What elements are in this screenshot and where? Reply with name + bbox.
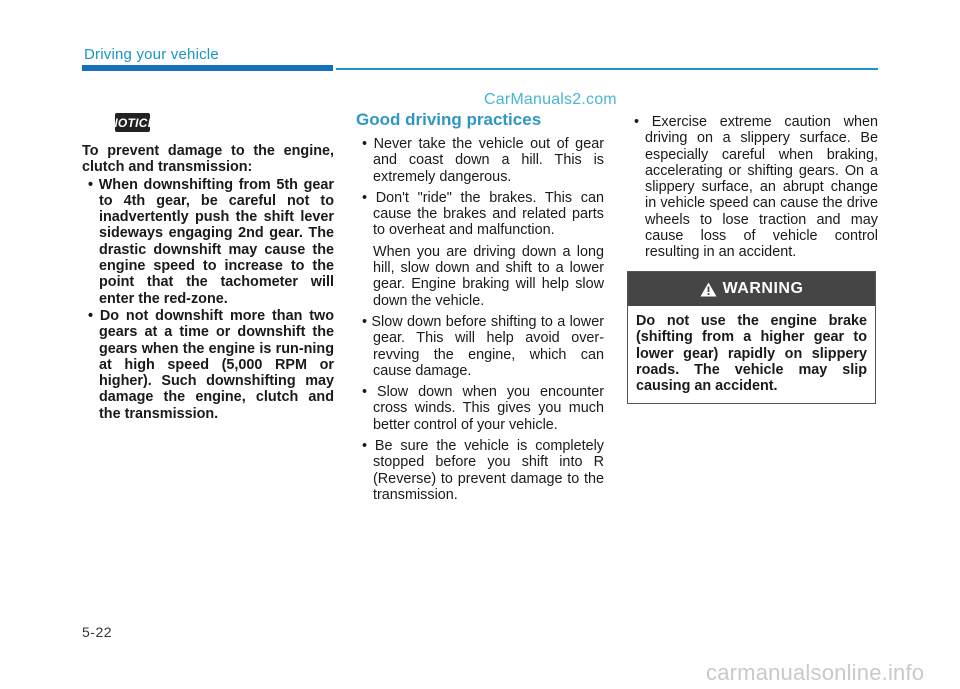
watermark-bottom[interactable]: carmanualsonline.info — [706, 660, 925, 685]
header-rule-thin — [336, 68, 878, 70]
warning-header — [628, 272, 875, 306]
watermark-top[interactable]: CarManuals2.com — [484, 91, 617, 108]
page-number: 5-22 — [82, 624, 113, 640]
warning-label: WARNING — [722, 280, 804, 297]
notice-item: • When downshifting from 5th gear to 4th gear, be careful not to inadvertently push the shift lever sideways engaging 2nd gear. The drastic downshift may cause the engine speed to increase to the point that the tachometer will enter the red-zone. — [88, 176, 334, 307]
list-item: • Slow down before shifting to a lower gear. This will help avoid over-revving the engine, which can cause damage. — [362, 313, 604, 379]
right-column — [628, 114, 878, 261]
list-item-subparagraph: When you are driving down a long hill, slow down and shift to a lower gear. Engine braking will help slow down the vehicle. — [373, 243, 604, 309]
list-item: • Slow down when you encounter cross winds. This gives you much better control of your vehicle. — [362, 384, 604, 433]
section-title: Driving your vehicle — [84, 46, 219, 63]
warning-box — [627, 271, 876, 404]
good-driving-heading: Good driving practices — [356, 110, 542, 129]
list-item: • Never take the vehicle out of gear and coast down a hill. This is extremely dangerous. — [362, 136, 604, 185]
warning-triangle-icon — [700, 282, 717, 297]
notice-item: • Do not downshift more than two gears at a time or downshift the gears when the engine is run-ning at high speed (5,000 RPM or higher). Such downshifting may damage the engine, clutch and the transmission. — [88, 307, 334, 422]
warning-text: Do not use the engine brake (shifting from a higher gear to lower gear) rapidly on slippery roads. The vehicle may slip causing an accident. — [636, 313, 867, 395]
list-item: • Be sure the vehicle is completely stopped before you shift into R (Reverse) to prevent damage to the transmission. — [362, 438, 604, 503]
notice-intro: To prevent damage to the engine, clutch and transmission: — [82, 143, 334, 176]
notice-column — [82, 143, 334, 422]
list-item: • Exercise extreme caution when driving on a slippery surface. Be especially careful when braking, accelerating or shifting gears. On a slippery surface, an abrupt change in vehicle speed can cause the drive wheels to lose traction and may cause loss of vehicle control resulting in an accident. — [634, 114, 878, 261]
list-item: • Don't "ride" the brakes. This can cause the brakes and related parts to overheat and malfunction. — [362, 189, 604, 239]
good-driving-column — [356, 136, 604, 503]
header-rule-thick — [82, 65, 333, 71]
notice-badge: NOTICE — [115, 113, 150, 132]
